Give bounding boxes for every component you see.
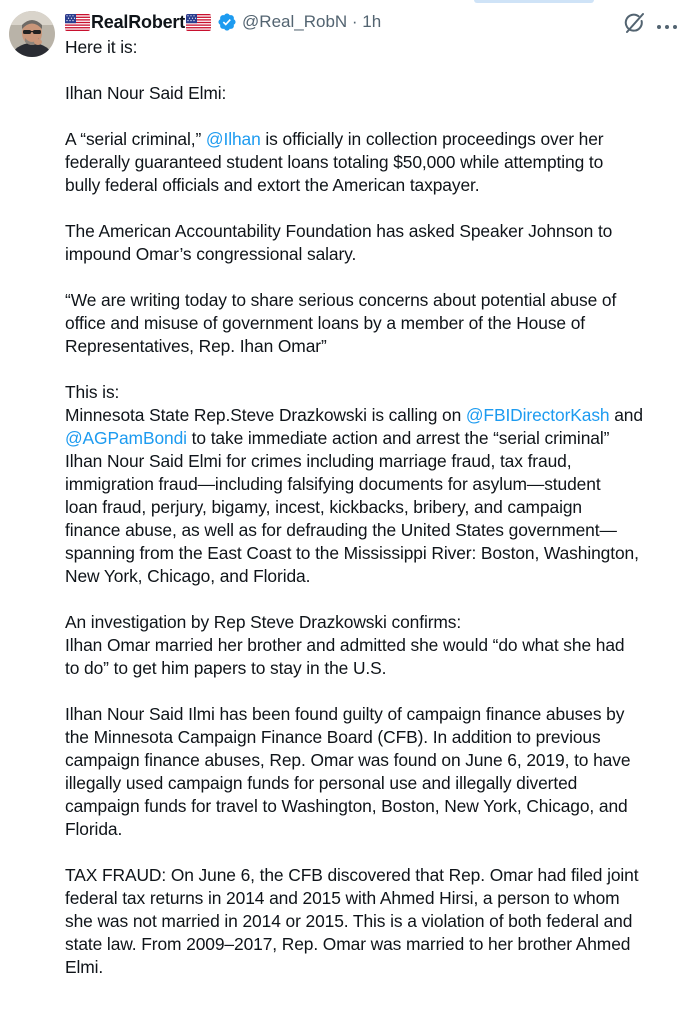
text-line: This is: xyxy=(65,382,120,402)
tweet-paragraph xyxy=(65,82,679,105)
tweet-header xyxy=(65,9,381,35)
mention-link-fbidirectorkash[interactable]: @FBIDirectorKash xyxy=(465,405,610,425)
grok-icon[interactable] xyxy=(623,12,645,34)
mention-link-agpambondi[interactable]: @AGPamBondi xyxy=(65,428,187,448)
tweet-paragraph xyxy=(65,220,679,266)
text-line: Elmi. xyxy=(65,957,104,977)
text-line: bully federal officials and extort the American taxpayer. xyxy=(65,175,480,195)
tweet-paragraph xyxy=(65,128,679,197)
more-icon[interactable] xyxy=(656,18,678,26)
avatar[interactable] xyxy=(9,11,55,57)
text-line: campaign finance abuses, Rep. Omar was found on June 6, 2019, to have xyxy=(65,750,631,770)
tweet-paragraph xyxy=(65,289,679,358)
text-line: illegally used campaign funds for personal use and illegally diverted xyxy=(65,773,578,793)
text-line: impound Omar’s congressional salary. xyxy=(65,244,357,264)
text-line: New York, Chicago, and Florida. xyxy=(65,566,311,586)
text-line xyxy=(65,427,679,450)
display-name[interactable]: RealRobert xyxy=(91,11,186,32)
top-accent-bar xyxy=(474,0,594,3)
text-line: spanning from the East Coast to the Mississippi River: Boston, Washington, xyxy=(65,543,639,563)
verified-badge-icon xyxy=(217,12,237,32)
tweet-paragraph xyxy=(65,611,679,680)
text-line: office and misuse of government loans by a member of the House of xyxy=(65,313,586,333)
tweet-paragraph xyxy=(65,703,679,841)
tweet-paragraph xyxy=(65,36,679,59)
tweet-paragraph xyxy=(65,864,679,979)
text-line: Ilhan Nour Said Elmi: xyxy=(65,83,227,103)
post-time[interactable]: 1h xyxy=(362,12,382,31)
text-line: to do” to get him papers to stay in the U.S. xyxy=(65,658,387,678)
mention-link-ilhan[interactable]: @Ilhan xyxy=(205,129,261,149)
text-line: Ilhan Nour Said Ilmi has been found guilty of campaign finance abuses by xyxy=(65,704,625,724)
text-line: the Minnesota Campaign Finance Board (CFB). In addition to previous xyxy=(65,727,601,747)
handle-text: @Real_RobN xyxy=(242,12,348,31)
text-line: state law. From 2009–2017, Rep. Omar was married to her brother Ahmed xyxy=(65,934,631,954)
text-line: TAX FRAUD: On June 6, the CFB discovered that Rep. Omar had filed joint xyxy=(65,865,639,885)
text-line: An investigation by Rep Steve Drazkowski confirms: xyxy=(65,612,462,632)
text-segment: A “serial criminal,” xyxy=(65,129,206,149)
text-line: finance abuse, as well as for defrauding the United States government— xyxy=(65,520,617,540)
text-segment: Minnesota State Rep.Steve Drazkowski is calling on xyxy=(65,405,466,425)
us-flag-icon xyxy=(186,14,211,31)
tweet-text xyxy=(65,36,679,1002)
text-line: Here it is: xyxy=(65,37,138,57)
text-line: Florida. xyxy=(65,819,123,839)
text-line: immigration fraud—including falsifying documents for asylum—student xyxy=(65,474,601,494)
author-handle[interactable] xyxy=(242,12,381,32)
text-line: she was not married in 2014 or 2015. This is a violation of both federal and xyxy=(65,911,633,931)
text-line: Ilhan Nour Said Elmi for crimes including marriage fraud, tax fraud, xyxy=(65,451,572,471)
text-line: “We are writing today to share serious concerns about potential abuse of xyxy=(65,290,617,310)
text-segment: and xyxy=(609,405,643,425)
text-line: federally guaranteed student loans totaling $50,000 while attempting to xyxy=(65,152,604,172)
text-segment: to take immediate action and arrest the “serial criminal” xyxy=(186,428,610,448)
tweet-paragraph xyxy=(65,381,679,588)
text-line xyxy=(65,404,679,427)
text-line: federal tax returns in 2014 and 2015 with Ahmed Hirsi, a person to whom xyxy=(65,888,620,908)
text-line: loan fraud, perjury, bigamy, incest, kickbacks, bribery, and campaign xyxy=(65,497,582,517)
text-line xyxy=(65,128,679,151)
text-segment: is officially in collection proceedings over her xyxy=(260,129,604,149)
text-line: campaign funds for travel to Washington, Boston, New York, Chicago, and xyxy=(65,796,628,816)
text-line: Representatives, Rep. Ihan Omar” xyxy=(65,336,327,356)
us-flag-icon xyxy=(65,14,90,31)
text-line: The American Accountability Foundation has asked Speaker Johnson to xyxy=(65,221,613,241)
text-line: Ilhan Omar married her brother and admitted she would “do what she had xyxy=(65,635,625,655)
separator-dot: · xyxy=(347,12,363,31)
